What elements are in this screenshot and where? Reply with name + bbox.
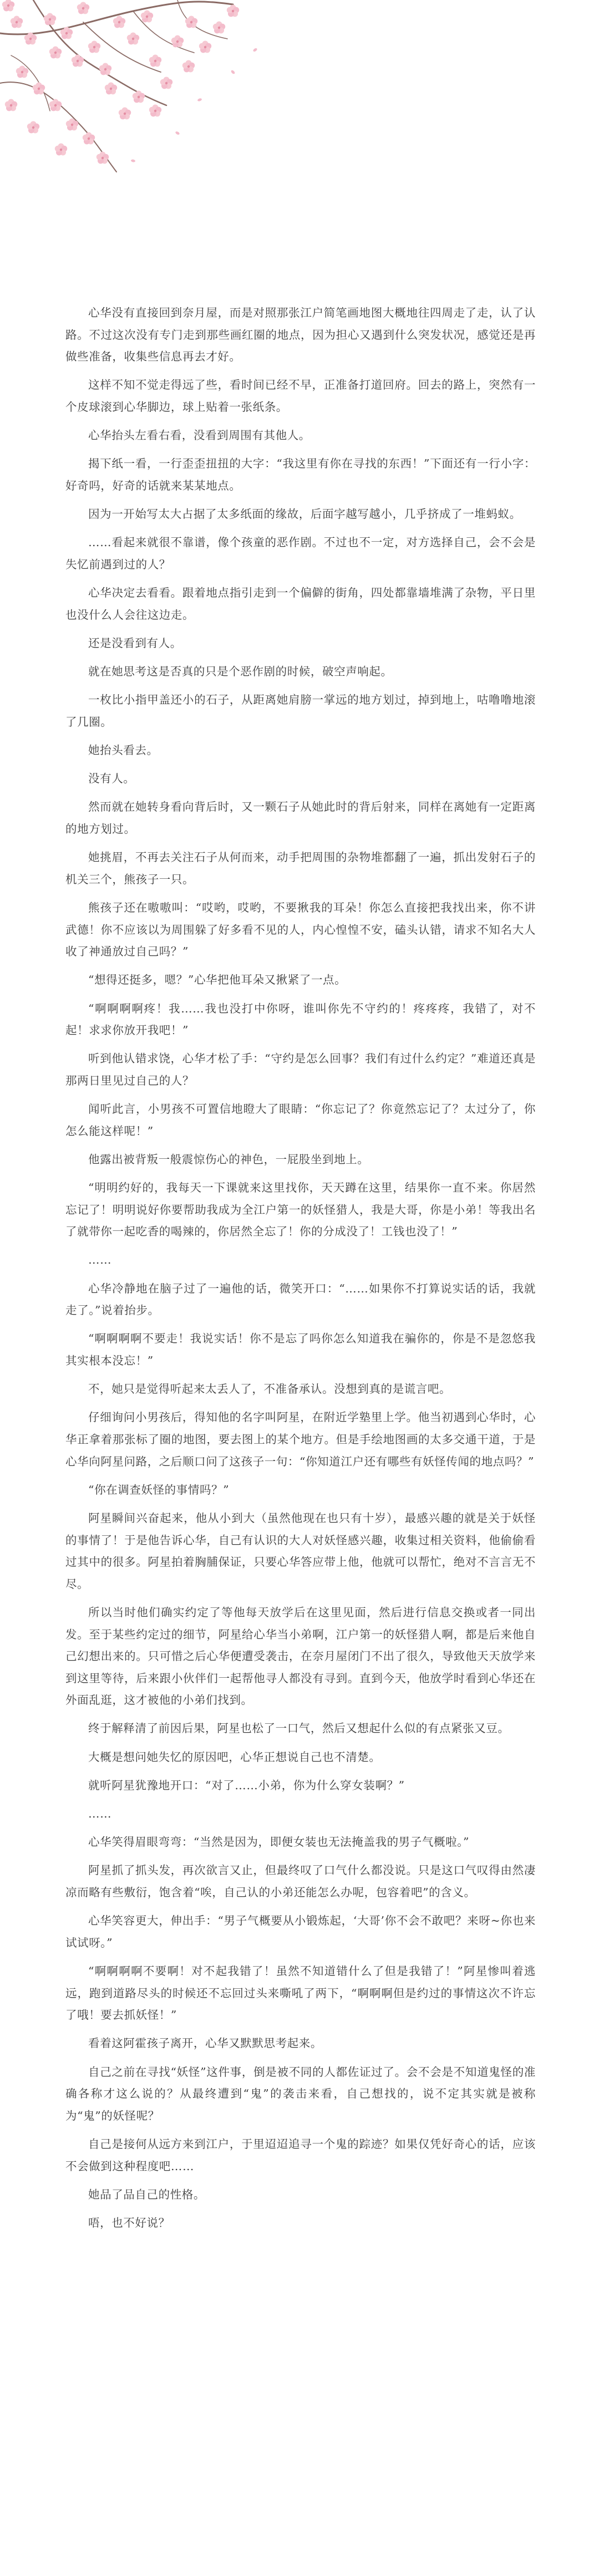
- paragraph: 揭下纸一看，一行歪歪扭扭的大字：“我这里有你在寻找的东西！”下面还有一行小字：好奇吗，好奇的话就来某某地点。: [65, 457, 536, 492]
- paragraph: 然而就在她转身看向背后时，又一颗石子从她此时的背后射来，同样在离她有一定距离的地方划过。: [65, 800, 536, 836]
- paragraph: 终于解释清了前因后果，阿星也松了一口气，然后又想起什么似的有点紧张又豆。: [88, 1722, 510, 1735]
- paragraph: 所以当时他们确实约定了等他每天放学后在这里见面，然后进行信息交换或者一同出发。至于某些约定过的细节，阿星给心华当小弟啊，江户第一的妖怪猎人啊，都是后来他自己幻想出来的。只可惜之后心华便遭受袭击，在奈月屋闭门不出了很久，导致他天天放学来到这里等待，后来跟小伙伴们一起帮他寻人都没有寻到。直到今天，他放学时看到心华还在外面乱逛，这才被他的小弟们找到。: [65, 1605, 536, 1707]
- paragraph: 心华没有直接回到奈月屋，而是对照那张江户简笔画地图大概地往四周走了走，认了认路。不过这次没有专门走到那些画红圈的地点，因为担心又遇到什么突发状况，感觉还是再做些准备，收集些信息再去才好。: [65, 306, 536, 364]
- cherry-blossom-decoration: [0, 0, 288, 183]
- paragraph: ……: [88, 1253, 112, 1267]
- paragraph: “啊啊啊啊不要啊！对不起我错了！虽然不知道错什么了但是我错了！”阿星惨叫着逃远，跑到道路尽头的时候还不忘回过头来嘶吼了两下，“啊啊啊但是约过的事情这次不许忘了哦！要去抓妖怪！”: [65, 1964, 536, 2022]
- paragraph: 一枚比小指甲盖还小的石子，从距离她肩膀一掌远的地方划过，掉到地上，咕噜噜地滚了几圈。: [65, 693, 536, 729]
- paragraph: “啊啊啊啊不要走！我说实话！你不是忘了吗你怎么知道我在骗你的，你是不是忽悠我其实根本没忘！”: [65, 1332, 536, 1367]
- paragraph: 她挑眉，不再去关注石子从何而来，动手把周围的杂物堆都翻了一遍，抓出发射石子的机关三个，熊孩子一只。: [65, 851, 536, 886]
- paragraph: “想得还挺多，嗯？”心华把他耳朵又揪紧了一点。: [88, 973, 347, 987]
- paragraph: 自己是接何从远方来到江户，于里迢迢追寻一个鬼的踪迹？如果仅凭好奇心的话，应该不会做到这种程度吧……: [65, 2137, 536, 2173]
- paragraph: 看着这阿霍孩子离开，心华又默默思考起来。: [88, 2037, 322, 2050]
- paragraph: 熊孩子还在嗷嗷叫：“哎哟，哎哟，不要揪我的耳朵！你怎么直接把我找出来，你不讲武德！你不应该以为周围躲了好多看不见的人，内心惶惶不安，磕头认错，请求不知名大人收了神通放过自己吗？”: [65, 900, 536, 959]
- paragraph: 就在她思考这是否真的只是个恶作剧的时候，破空声响起。: [88, 665, 393, 679]
- paragraph: “你在调查妖怪的事情吗？”: [88, 1483, 230, 1496]
- paragraph: 阿星抓了抓头发，再次欲言又止，但最终叹了口气什么都没说。只是这口气叹得由然凄凉而略有些敷衍，饱含着“唉，自己认的小弟还能怎么办呢，包容着吧”的含义。: [65, 1864, 536, 1899]
- paragraph: “啊啊啊啊疼！我……我也没打中你呀，谁叫你先不守约的！疼疼疼，我错了，对不起！求求你放开我吧！”: [65, 1001, 536, 1037]
- paragraph: 听到他认错求饶，心华才松了手：“守约是怎么回事？我们有过什么约定？”难道还真是那两日里见过自己的人？: [65, 1052, 536, 1087]
- paragraph: 仔细询问小男孩后，得知他的名字叫阿星，在附近学塾里上学。他当初遇到心华时，心华正拿着那张标了圈的地图，要去图上的某个地方。但是手绘地图画的太多交通干道，于是心华向阿星问路，之后顺口问了这孩子一句：“你知道江户还有哪些有妖怪传闻的地点吗？”: [65, 1411, 536, 1468]
- paragraph: 心华冷静地在脑子过了一遍他的话，微笑开口：“……如果你不打算说实话的话，我就走了。”说着抬步。: [65, 1281, 536, 1317]
- paragraph: “明明约好的，我每天一下课就来这里找你，天天蹲在这里，结果你一直不来。你居然忘记了！明明说好你要帮助我成为全江户第一的妖怪猎人，我是大哥，你是小弟！等我出名了就带你一起吃香的喝辣的，你居然全忘了！你的分成没了！工钱也没了！”: [65, 1181, 536, 1239]
- paragraph: ……看起来就很不靠谱，像个孩童的恶作剧。不过也不一定，对方选择自己，会不会是失忆前遇到过的人？: [65, 536, 536, 571]
- paragraph: 这样不知不觉走得远了些，看时间已经不早，正准备打道回府。回去的路上，突然有一个皮球滚到心华脚边，球上贴着一张纸条。: [65, 378, 536, 414]
- paragraph: 因为一开始写太大占据了太多纸面的缘故，后面字越写越小，几乎挤成了一堆蚂蚁。: [88, 507, 521, 521]
- paragraph: 不，她只是觉得听起来太丢人了，不准备承认。没想到真的是谎言吧。: [88, 1382, 451, 1396]
- paragraph: 心华抬头左看右看，没看到周围有其他人。: [88, 429, 311, 442]
- paragraph: 还是没看到有人。: [88, 636, 182, 650]
- paragraph: 她抬头看去。: [88, 744, 159, 757]
- paragraph: 心华笑容更大，伸出手：“男子气概要从小锻炼起，‘大哥’你不会不敢吧？来呀~你也来试试呀。”: [65, 1914, 536, 1949]
- paragraph: 他露出被背叛一般震惊伤心的神色，一屁股坐到地上。: [88, 1152, 369, 1166]
- paragraph: 就听阿星犹豫地开口：“对了……小弟，你为什么穿女装啊？”: [88, 1778, 405, 1792]
- paragraph: 她品了品自己的性格。: [88, 2187, 205, 2201]
- paragraph: 闻听此言，小男孩不可置信地瞪大了眼睛：“你忘记了？你竟然忘记了？太过分了，你怎么能这样呢！”: [65, 1102, 536, 1138]
- paragraph: 阿星瞬间兴奋起来，他从小到大（虽然他现在也只有十岁），最感兴趣的就是关于妖怪的事情了！于是他告诉心华，自己有认识的大人对妖怪感兴趣，收集过相关资料，他偷偷看过其中的很多。阿星拍着胸脯保证，只要心华答应带上他，他就可以帮忙，绝对不言言无不尽。: [65, 1511, 536, 1591]
- paragraph: 大概是想问她失忆的原因吧，心华正想说自己也不清楚。: [88, 1750, 381, 1764]
- paragraph: 没有人。: [88, 772, 135, 786]
- article-body: [0, 302, 599, 2241]
- paragraph: 心华决定去看看。跟着地点指引走到一个偏僻的街角，四处都靠墙堆满了杂物，平日里也没什么人会往这边走。: [65, 586, 536, 622]
- paragraph: ……: [88, 1807, 112, 1821]
- paragraph: 唔，也不好说？: [88, 2216, 170, 2229]
- paragraph: 自己之前在寻找“妖怪”这件事，倒是被不同的人都佐证过了。会不会是不知道鬼怪的准确各称才这么说的？从最终遭到“鬼”的袭击来看，自己想找的，说不定其实就是被称为“鬼”的妖怪呢？: [65, 2065, 536, 2122]
- paragraph: 心华笑得眉眼弯弯：“当然是因为，即便女装也无法掩盖我的男子气概啦。”: [88, 1835, 470, 1849]
